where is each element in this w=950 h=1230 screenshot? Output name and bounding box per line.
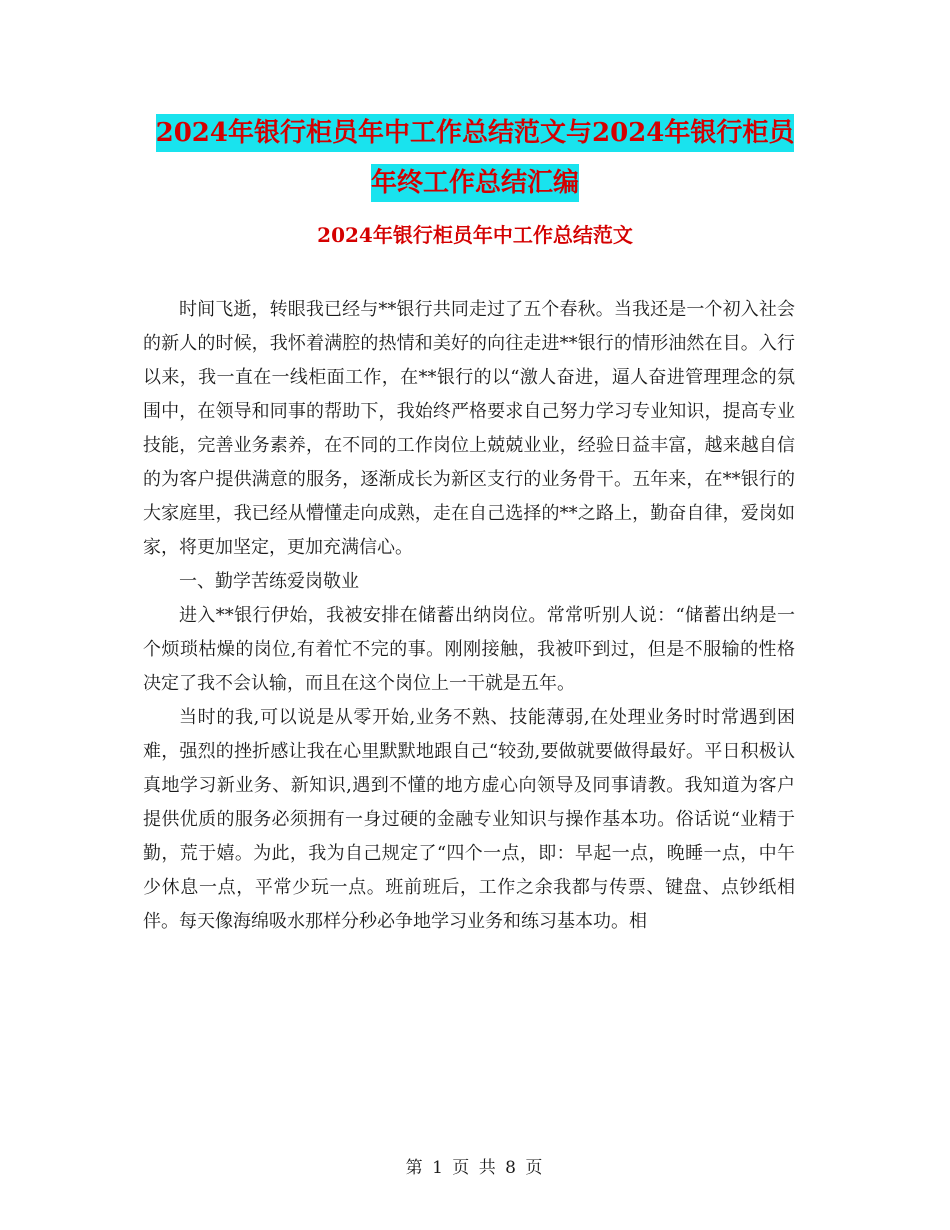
subheading-1: 一、勤学苦练爱岗敬业	[179, 571, 359, 592]
paragraph-intro: 时间飞逝，转眼我已经与**银行共同走过了五个春秋。当我还是一个初入社会的新人的时候，我怀着满腔的热情和美好的向往走进**银行的情形油然在目。入行以来，我一直在一线柜面工作，在**银行的以“激人奋进，逼人奋进管理理念的氛围中，在领导和同事的帮助下，我始终严格要求自己努力学习专业知识，提高专业技能，完善业务素养，在不同的工作岗位上兢兢业业，经验日益丰富，越来越自信的为客户提供满意的服务，逐渐成长为新区支行的业务骨干。五年来，在**银行的大家庭里，我已经从懵懂走向成熟，走在自己选择的**之路上，勤奋自律，爱岗如家，将更加坚定，更加充满信心。	[143, 299, 795, 558]
title-line-1: 2024年银行柜员年中工作总结范文与2024年银行柜员	[156, 114, 795, 152]
paragraph-2: 进入**银行伊始，我被安排在储蓄出纳岗位。常常听别人说：“储蓄出纳是一个烦琐枯燥的岗位,有着忙不完的事。刚刚接触，我被吓到过，但是不服输的性格决定了我不会认输，而且在这个岗位上一干就是五年。	[143, 605, 795, 694]
paragraph-3: 当时的我,可以说是从零开始,业务不熟、技能薄弱,在处理业务时时常遇到困难，强烈的挫折感让我在心里默默地跟自己“较劲,要做就要做得最好。平日积极认真地学习新业务、新知识,遇到不懂的地方虚心向领导及同事请教。我知道为客户提供优质的服务必须拥有一身过硬的金融专业知识与操作基本功。俗话说“业精于勤，荒于嬉。为此，我为自己规定了“四个一点，即：早起一点，晚睡一点，中午少休息一点，平常少玩一点。班前班后，工作之余我都与传票、键盘、点钞纸相伴。每天像海绵吸水那样分秒必争地学习业务和练习基本功。相	[143, 707, 795, 932]
body-text	[143, 293, 795, 939]
document-title	[140, 108, 810, 208]
section-title: 2024年银行柜员年中工作总结范文	[317, 223, 633, 247]
page-footer: 第 1 页 共 8 页	[405, 1158, 545, 1178]
title-line-2: 年终工作总结汇编	[371, 164, 579, 202]
